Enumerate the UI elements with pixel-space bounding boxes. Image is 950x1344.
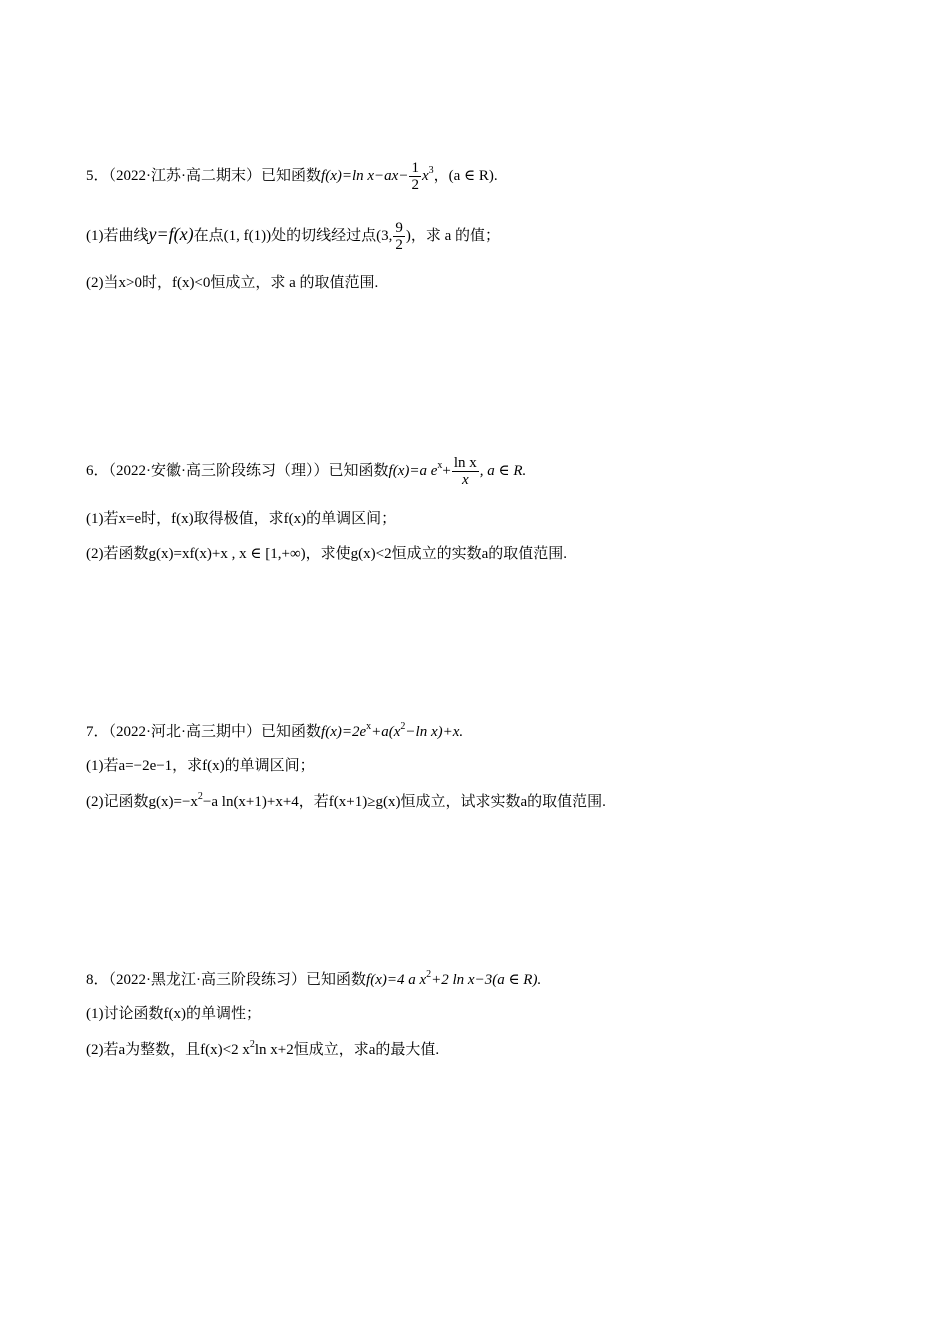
- problem-number: 5．: [86, 167, 109, 184]
- problem-source: （2022·江苏·高二期末）: [108, 167, 262, 184]
- problem-7-stem: 7．（2022·河北·高三期中）已知函数$f(x)=2e^x+a(x^2-\ln$ x)+x.: [86, 721, 464, 740]
- problem-8-part-1: (1)讨论函数f(x)的单调性；: [86, 1006, 261, 1022]
- problem-number: 8．: [86, 972, 109, 988]
- problem-6-part-2: (2)若函数g(x)=xf(x)+x , x ∈ [1,+∞)，求使g(x)<2恒成立的实数a的取值范围.: [86, 546, 567, 562]
- problem-8-stem: 8．（2022·黑龙江·高三阶段练习）已知函数f(x)=4 a $x^2+2$ ln x−3(a ∈ R).: [86, 969, 542, 988]
- problem-5-part-2: (2)当x>0时，f(x)<0恒成立，求 a 的取值范围.: [86, 275, 379, 291]
- problem-6-stem: 6．（2022·安徽·高三阶段练习（理））已知函数f(x)=a $e^x+$ $\frac{\text{ln x}}{x}$ , a ∈ R.: [86, 455, 527, 488]
- problem-5-part-1: (1)若曲线y=f(x)在点(1, f(1))处的切线经过点(3, $\frac{9}{2}$ )，求 a 的值；: [86, 220, 501, 253]
- fraction: $\frac{1}{2}$: [411, 160, 419, 193]
- problem-8-part-2: (2)若a为整数，且f(x)<2 $x^2\ln$ x+2恒成立，求a的最大值.: [86, 1039, 440, 1058]
- problem-source: （2022·河北·高三期中）: [108, 724, 262, 740]
- problem-number: 6．: [86, 462, 109, 479]
- problem-5-stem: 5．（2022·江苏·高二期末）已知函数f(x)=ln x−ax− $\frac{1}{2}$ $x^3$，(a ∈ R).: [86, 160, 498, 193]
- problem-7-part-2: (2)记函数$g(x)=-x^2-a$ ln(x+1)+x+4，若f(x+1)≥g(x)恒成立，试求实数a的取值范围.: [86, 791, 606, 810]
- fraction: $\frac{9}{2}$: [395, 220, 403, 253]
- fraction: $\frac{\text{ln x}}{x}$: [453, 455, 477, 488]
- problem-source: （2022·安徽·高三阶段练习（理））: [108, 462, 329, 479]
- problem-7-part-1: (1)若a=−2e−1，求f(x)的单调区间；: [86, 758, 315, 774]
- problem-number: 7．: [86, 724, 109, 740]
- problem-6-part-1: (1)若x=e时，f(x)取得极值，求f(x)的单调区间；: [86, 511, 397, 527]
- problem-source: （2022·黑龙江·高三阶段练习）: [108, 972, 307, 988]
